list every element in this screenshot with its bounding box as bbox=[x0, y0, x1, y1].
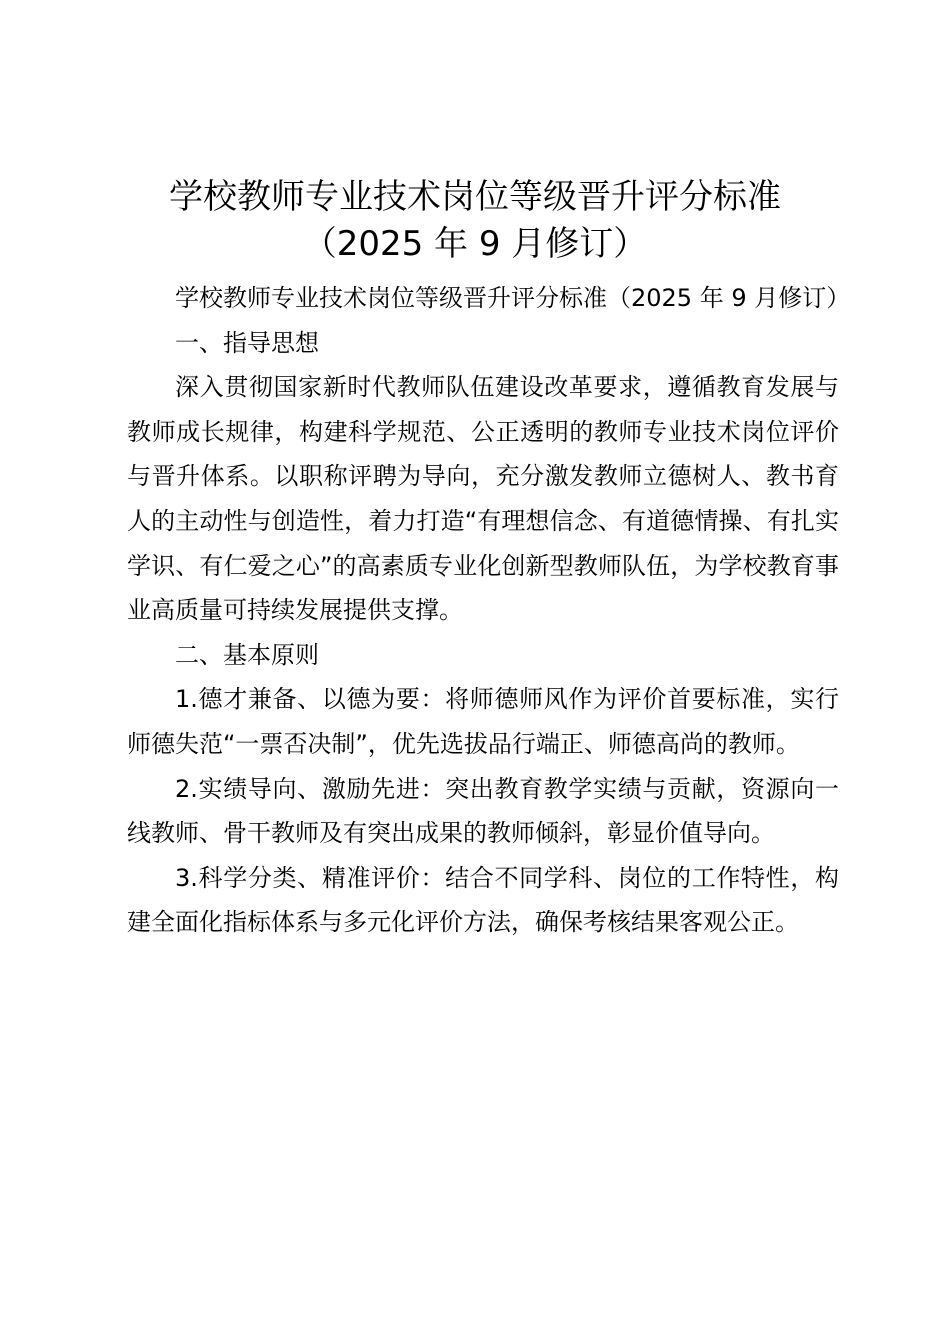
guiding-ideology-paragraph: 深入贯彻国家新时代教师队伍建设改革要求，遵循教育发展与教师成长规律，构建科学规范、公正透明的教师专业技术岗位评价与晋升体系。以职称评聘为导向，充分激发教师立德树人、教书育人的主动性与创造性，着力打造“有理想信念、有道德情操、有扎实学识、有仁爱之心”的高素质专业化创新型教师队伍，为学校教育事业高质量可持续发展提供支撑。 bbox=[127, 373, 839, 625]
intro-paragraph: 学校教师专业技术岗位等级晋升评分标准（2025 年 9 月修订） bbox=[175, 284, 851, 312]
principle-2-paragraph: 2.实绩导向、激励先进：突出教育教学实绩与贡献，资源向一线教师、骨干教师及有突出成果的教师倾斜，彰显价值导向。 bbox=[127, 774, 839, 848]
section-heading-guiding-ideology: 一、指导思想 bbox=[175, 328, 319, 357]
principle-3-paragraph: 3.科学分类、精准评价：结合不同学科、岗位的工作特性，构建全面化指标体系与多元化评价方法，确保考核结果客观公正。 bbox=[127, 863, 839, 937]
principle-1-paragraph: 1.德才兼备、以德为要：将师德师风作为评价首要标准，实行师德失范“一票否决制”，优先选拔品行端正、师德高尚的教师。 bbox=[127, 685, 839, 758]
document-body bbox=[127, 276, 851, 945]
document-title-line1: 学校教师专业技术岗位等级晋升评分标准 bbox=[169, 177, 781, 217]
document-title-line2: （2025 年 9 月修订） bbox=[302, 224, 648, 264]
section-heading-basic-principles: 二、基本原则 bbox=[175, 640, 319, 669]
